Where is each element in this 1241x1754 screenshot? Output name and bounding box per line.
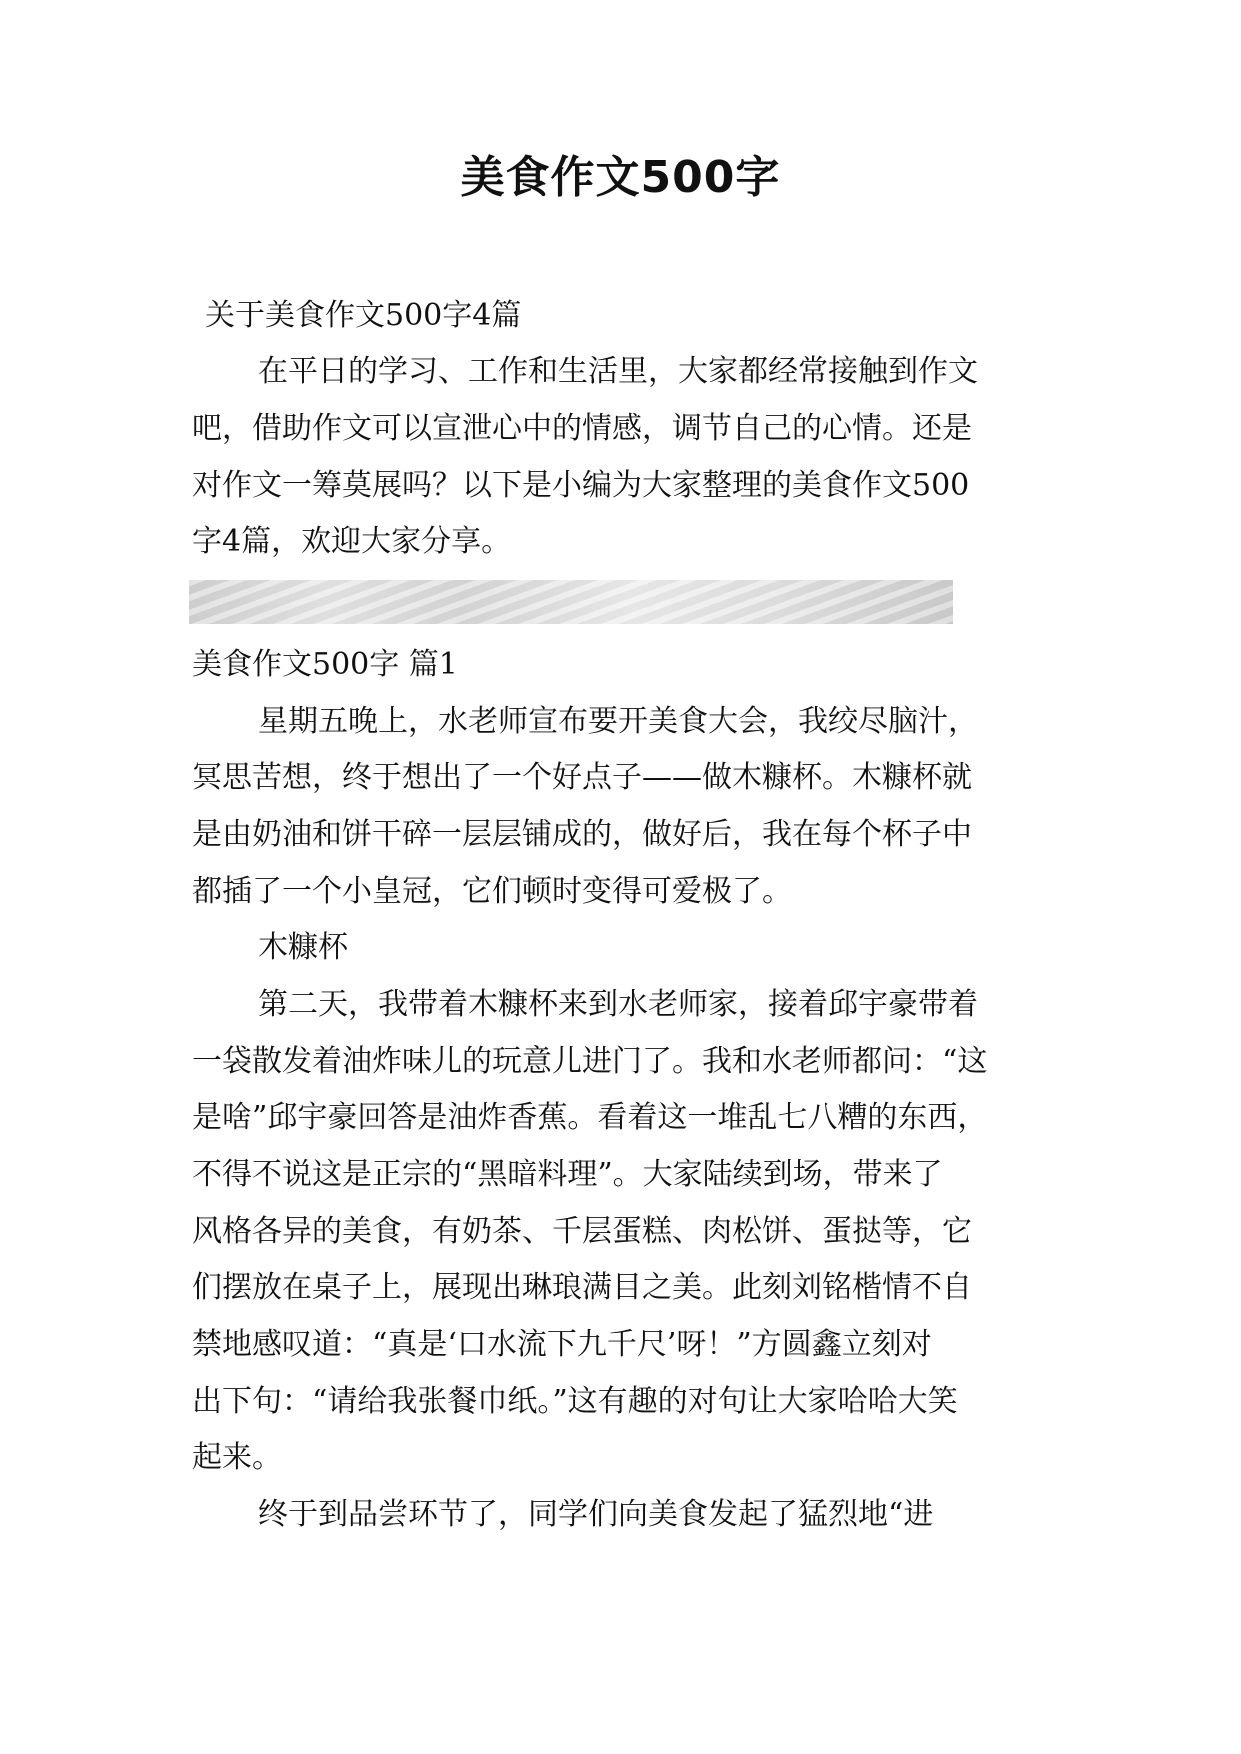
paragraph-line: 星期五晚上，水老师宣布要开美食大会，我绞尽脑汁， [258, 704, 978, 739]
paragraph-line: 风格各异的美食，有奶茶、千层蛋糕、肉松饼、蛋挞等，它 [192, 1214, 972, 1249]
paragraph-line: 第二天，我带着木糠杯来到水老师家，接着邱宇豪带着 [258, 987, 978, 1022]
paragraph-line: 是啥”邱宇豪回答是油炸香蕉。看着这一堆乱七八糟的东西， [192, 1100, 988, 1135]
paragraph-line: 冥思苦想，终于想出了一个好点子——做木糠杯。木糠杯就 [192, 760, 972, 795]
paragraph-line: 们摆放在桌子上，展现出琳琅满目之美。此刻刘铭楷情不自 [192, 1270, 972, 1305]
paragraph-line: 出下句：“请给我张餐巾纸。”这有趣的对句让大家哈哈大笑 [192, 1384, 958, 1419]
paragraph-line: 都插了一个小皇冠，它们顿时变得可爱极了。 [192, 874, 792, 909]
intro-line: 字4篇，欢迎大家分享。 [192, 524, 512, 559]
paragraph-line: 终于到品尝环节了，同学们向美食发起了猛烈地“进 [258, 1497, 934, 1532]
paragraph-line: 禁地感叹道：“真是‘口水流下九千尺’呀！”方圆鑫立刻对 [192, 1327, 932, 1362]
page-title: 美食作文500字 [460, 152, 781, 203]
decorative-banner-image [189, 580, 953, 624]
image-caption: 木糠杯 [258, 930, 348, 965]
section-heading: 美食作文500字 篇1 [192, 647, 458, 682]
paragraph-line: 不得不说这是正宗的“黑暗料理”。大家陆续到场，带来了 [192, 1157, 943, 1192]
intro-line: 对作文一筹莫展吗？以下是小编为大家整理的美食作文500 [192, 468, 970, 503]
paragraph-line: 是由奶油和饼干碎一层层铺成的，做好后，我在每个杯子中 [192, 817, 972, 852]
document-subtitle: 关于美食作文500字4篇 [205, 298, 522, 333]
intro-line: 吧，借助作文可以宣泄心中的情感，调节自己的心情。还是 [192, 411, 972, 446]
paragraph-line: 一袋散发着油炸味儿的玩意儿进门了。我和水老师都问：“这 [192, 1044, 988, 1079]
paragraph-line: 起来。 [192, 1440, 282, 1475]
intro-line: 在平日的学习、工作和生活里，大家都经常接触到作文 [258, 354, 978, 389]
